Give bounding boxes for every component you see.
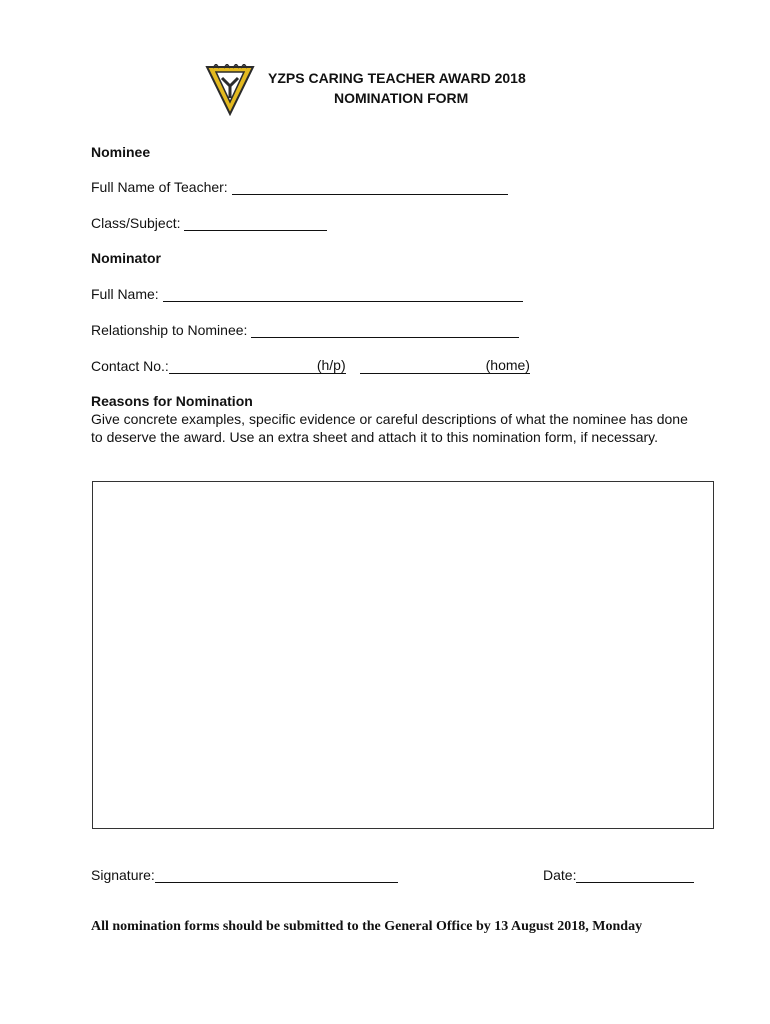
date-label: Date: — [543, 867, 577, 883]
nominator-name-row — [91, 286, 523, 302]
contact-row — [91, 357, 530, 374]
hp-label: (h/p) — [316, 357, 346, 373]
form-title: YZPS CARING TEACHER AWARD 2018 — [268, 70, 526, 86]
signature-field[interactable] — [155, 868, 398, 883]
form-subtitle: NOMINATION FORM — [334, 90, 469, 106]
submission-note: All nomination forms should be submitted to the General Office by 13 August 2018, Monday — [91, 919, 643, 934]
teacher-name-row — [91, 179, 508, 195]
home-label: (home) — [485, 357, 530, 373]
reasons-description: Give concrete examples, specific evidence or careful descriptions of what the nominee has done to deserve the award. Use an extra sheet and attach it to this nomination form, if necessary. — [91, 411, 688, 445]
teacher-name-label: Full Name of Teacher: — [91, 179, 228, 195]
date-row — [543, 867, 694, 883]
contact-label: Contact No.: — [91, 358, 169, 374]
relationship-row — [91, 322, 519, 338]
class-subject-field[interactable] — [184, 216, 327, 231]
nominator-heading: Nominator — [91, 250, 161, 266]
nominator-name-field[interactable] — [163, 287, 523, 302]
class-subject-row — [91, 215, 327, 231]
nominee-heading: Nominee — [91, 144, 151, 160]
reasons-heading: Reasons for Nomination — [91, 393, 253, 409]
handphone-field[interactable] — [169, 359, 317, 374]
reasons-textbox[interactable] — [92, 481, 714, 829]
teacher-name-field[interactable] — [232, 180, 508, 195]
nominator-name-label: Full Name: — [91, 286, 159, 302]
class-subject-label: Class/Subject: — [91, 215, 181, 231]
date-field[interactable] — [576, 868, 694, 883]
signature-row — [91, 867, 398, 883]
relationship-field[interactable] — [251, 323, 519, 338]
relationship-label: Relationship to Nominee: — [91, 322, 248, 338]
signature-label: Signature: — [91, 867, 155, 883]
home-phone-field[interactable] — [360, 359, 486, 374]
school-crest-icon — [205, 64, 255, 116]
